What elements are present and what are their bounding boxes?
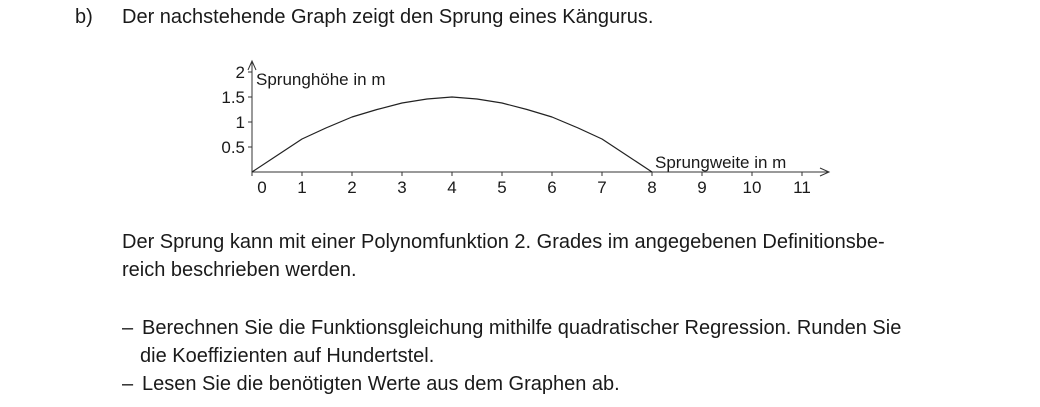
task-item-1 — [122, 314, 901, 370]
x-tick-label: 4 — [447, 178, 457, 197]
paragraph-line-2: reich beschrieben werden. — [122, 259, 357, 281]
x-tick-label: 8 — [647, 178, 657, 197]
x-tick-label: 3 — [397, 178, 407, 197]
task-bullet: – — [122, 373, 134, 395]
y-axis-label: Sprunghöhe in m — [256, 70, 386, 89]
x-tick-label: 7 — [597, 178, 607, 197]
paragraph-line-1: Der Sprung kann mit einer Polynomfunktion 2. Grades im angegebenen Definitionsbe- — [122, 231, 885, 253]
x-tick-label: 10 — [742, 178, 762, 197]
x-axis-label: Sprungweite in m — [655, 153, 787, 172]
x-tick-label: 0 — [257, 178, 267, 197]
y-tick-label: 2 — [235, 63, 245, 82]
graph-curve — [252, 97, 652, 172]
x-tick-label: 1 — [297, 178, 307, 197]
x-tick-label: 2 — [347, 178, 357, 197]
y-tick-label: 1 — [235, 113, 245, 132]
part-label: b) — [75, 6, 93, 28]
jump-curve-line — [252, 97, 652, 172]
x-tick-label: 11 — [793, 178, 811, 197]
task-text-continued: die Koeffizienten auf Hundertstel. — [140, 345, 435, 367]
task-item-2 — [122, 370, 620, 398]
task-bullet: – — [122, 317, 134, 339]
y-tick-label: 0.5 — [221, 138, 245, 157]
intro-text: Der nachstehende Graph zeigt den Sprung eines Kängurus. — [122, 6, 654, 28]
x-tick-label: 9 — [697, 178, 707, 197]
x-tick-label: 5 — [497, 178, 507, 197]
x-tick-label: 6 — [547, 178, 557, 197]
jump-graph — [0, 0, 1040, 200]
y-tick-label: 1.5 — [221, 88, 245, 107]
task-text: Lesen Sie die benötigten Werte aus dem Graphen ab. — [142, 373, 620, 395]
task-text: Berechnen Sie die Funktionsgleichung mithilfe quadratischer Regression. Runden Sie — [142, 317, 902, 339]
description-paragraph — [122, 228, 1002, 284]
